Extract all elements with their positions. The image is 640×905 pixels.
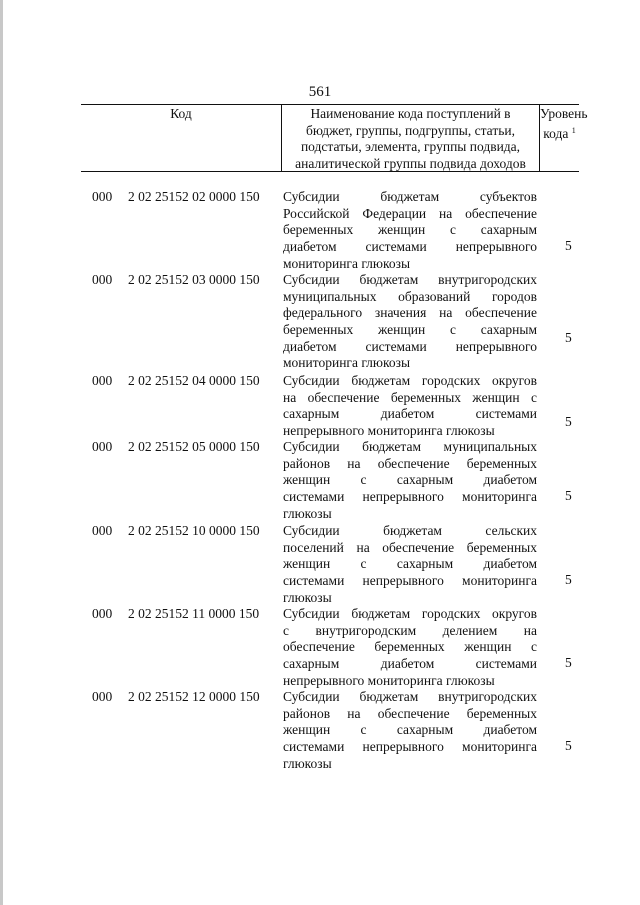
description-line: Субсидии бюджетам внутригородских: [283, 272, 537, 287]
footnote-marker: 1: [571, 125, 576, 135]
row-level: 5: [565, 655, 572, 671]
description-line: Субсидии бюджетам городских округов: [283, 606, 537, 621]
header-name-line: аналитической группы подвида доходов: [295, 155, 526, 171]
row-prefix: 000: [92, 189, 113, 204]
row-code: 2 02 25152 04 0000 150: [128, 373, 260, 388]
description-line: мониторинга глюкозы: [283, 355, 411, 371]
description-line: диабетом системами непрерывного: [283, 239, 537, 255]
description-line: системами непрерывного мониторинга: [283, 739, 537, 755]
row-level: 5: [565, 572, 572, 588]
description-line: на обеспечение беременных женщин с: [283, 389, 537, 405]
description-line: Субсидии бюджетам городских округов: [283, 373, 537, 388]
description-line: сахарным диабетом системами: [283, 656, 537, 672]
description-line: беременных женщин с сахарным: [283, 322, 537, 338]
row-description: [283, 606, 537, 689]
header-name: [282, 106, 539, 172]
table-header: [81, 104, 588, 172]
header-code: Код: [170, 106, 192, 121]
row-code: 2 02 25152 12 0000 150: [128, 689, 260, 704]
description-line: глюкозы: [283, 505, 332, 521]
row-description: [283, 689, 537, 772]
description-line: непрерывного мониторинга глюкозы: [283, 672, 495, 688]
description-line: беременных женщин с сахарным: [283, 222, 537, 238]
row-level: 5: [565, 329, 572, 345]
description-line: диабетом системами непрерывного: [283, 338, 537, 354]
description-line: сахарным диабетом системами: [283, 406, 537, 422]
description-line: женщин с сахарным диабетом: [283, 556, 537, 572]
description-line: глюкозы: [283, 755, 332, 771]
row-code: 2 02 25152 02 0000 150: [128, 189, 260, 204]
description-line: Российской Федерации на обеспечение: [283, 205, 537, 221]
header-level-line: кода $^1$: [543, 125, 576, 141]
row-level: 5: [565, 414, 572, 430]
row-description: [283, 189, 537, 272]
header-level-line: Уровень: [540, 106, 588, 121]
description-line: женщин с сахарным диабетом: [283, 472, 537, 488]
row-prefix: 000: [92, 689, 113, 704]
description-line: районов на обеспечение беременных: [283, 455, 537, 471]
description-line: обеспечение беременных женщин с: [283, 639, 537, 655]
row-code: 2 02 25152 05 0000 150: [128, 439, 260, 454]
row-level: 5: [565, 488, 572, 504]
row-description: [283, 373, 537, 440]
description-line: мониторинга глюкозы: [283, 255, 411, 271]
description-line: Субсидии бюджетам муниципальных: [283, 439, 537, 454]
description-line: глюкозы: [283, 589, 332, 605]
description-line: непрерывного мониторинга глюкозы: [283, 423, 495, 439]
row-code: 2 02 25152 10 0000 150: [128, 523, 260, 538]
row-prefix: 000: [92, 272, 113, 287]
description-line: федерального значения на обеспечение: [283, 305, 537, 321]
row-prefix: 000: [92, 523, 113, 538]
description-line: с внутригородским делением на: [283, 622, 537, 638]
scan-edge: [0, 0, 3, 905]
header-level: [540, 106, 588, 142]
row-prefix: 000: [92, 439, 113, 454]
row-description: [283, 523, 537, 606]
header-name-line: подстатьи, элемента, группы подвида,: [300, 139, 521, 154]
row-prefix: 000: [92, 606, 113, 621]
row-code: 2 02 25152 11 0000 150: [128, 606, 260, 621]
description-line: поселений на обеспечение беременных: [283, 539, 537, 555]
description-line: муниципальных образований городов: [283, 288, 537, 304]
row-code: 2 02 25152 03 0000 150: [128, 272, 260, 287]
row-prefix: 000: [92, 373, 113, 388]
description-line: районов на обеспечение беременных: [283, 705, 537, 721]
description-line: Субсидии бюджетам внутригородских: [283, 689, 537, 704]
row-level: 5: [565, 238, 572, 254]
row-description: [283, 272, 537, 372]
row-level: 5: [565, 738, 572, 754]
page-number: 561: [308, 84, 332, 100]
header-name-line: Наименование кода поступлений в: [310, 106, 511, 121]
row-description: [283, 439, 537, 522]
description-line: женщин с сахарным диабетом: [283, 722, 537, 738]
description-line: системами непрерывного мониторинга: [283, 489, 537, 505]
description-line: Субсидии бюджетам сельских: [283, 523, 537, 538]
header-name-line: бюджет, группы, подгруппы, статьи,: [306, 122, 515, 138]
description-line: системами непрерывного мониторинга: [283, 573, 537, 589]
description-line: Субсидии бюджетам субъектов: [283, 189, 537, 204]
